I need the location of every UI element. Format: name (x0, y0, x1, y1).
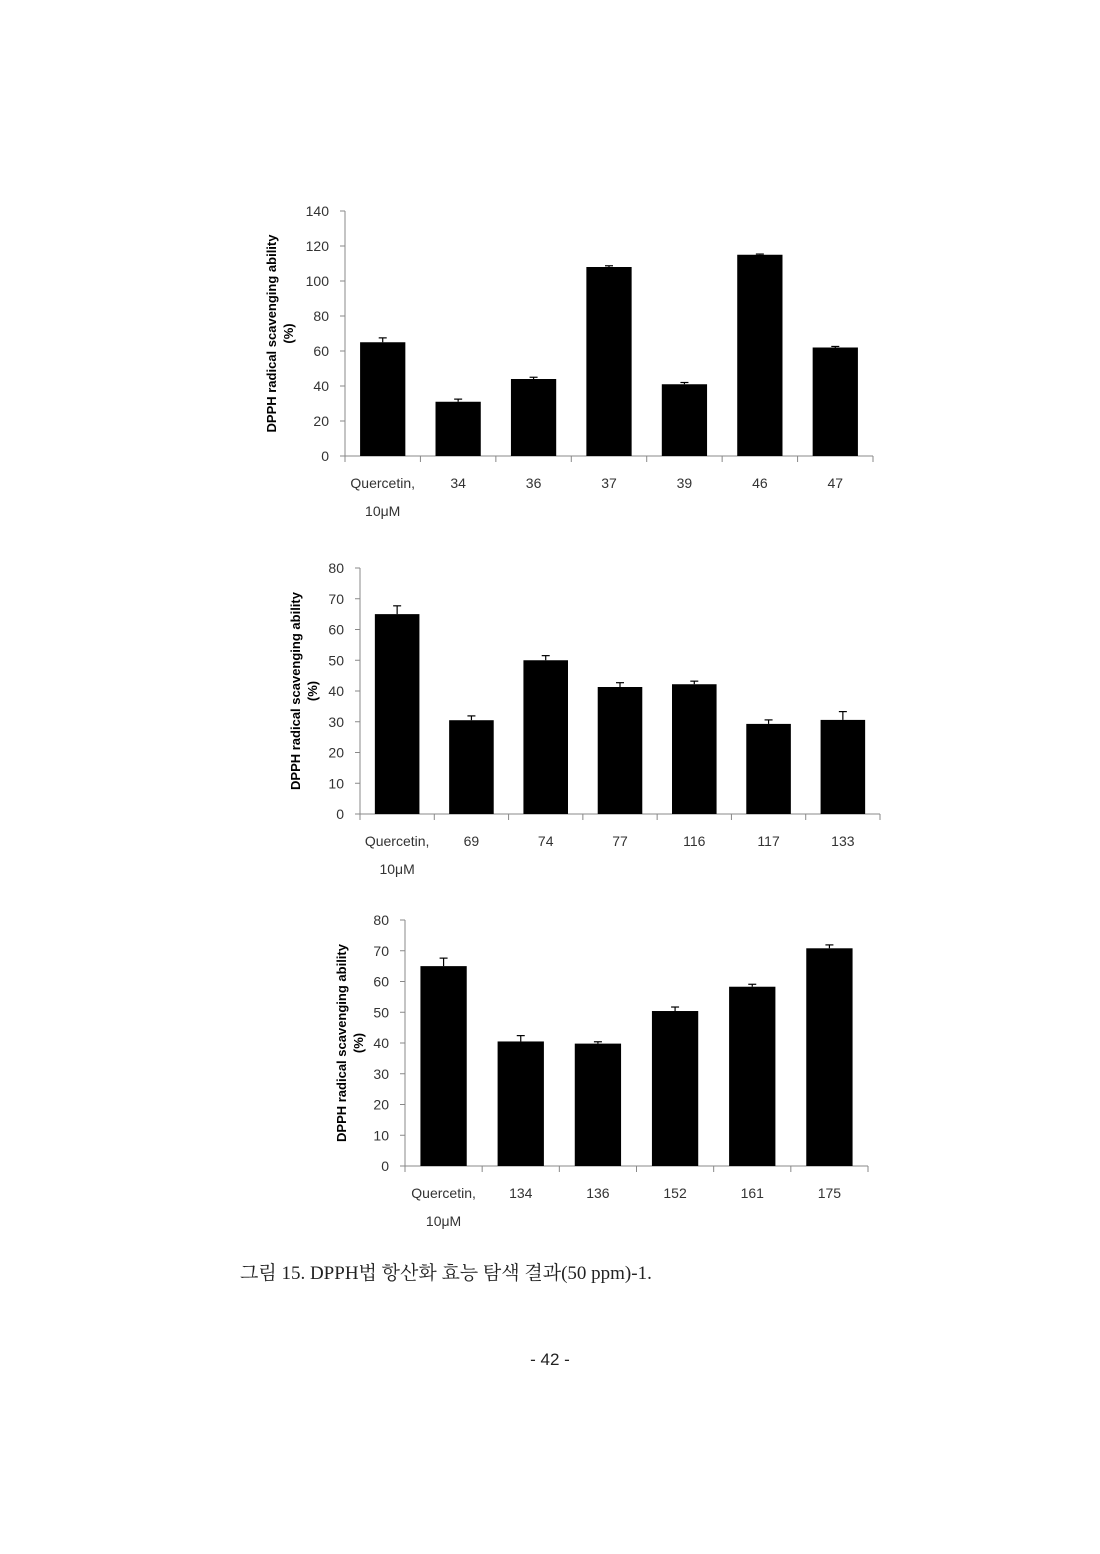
y-tick-label: 10 (328, 775, 344, 792)
page-number: - 42 - (530, 1350, 570, 1369)
x-category-label: 161 (740, 1185, 764, 1201)
y-tick-label: 80 (373, 912, 389, 928)
x-category-label: 46 (752, 475, 768, 491)
bar (737, 255, 782, 456)
y-axis-label-line: DPPH radical scavenging ability (334, 944, 349, 1142)
bar (672, 684, 717, 814)
x-category-label: 10μM (379, 861, 415, 877)
y-tick-label: 60 (328, 621, 344, 638)
y-tick-label: 40 (313, 378, 329, 394)
x-category-label: Quercetin, (411, 1185, 476, 1201)
x-category-label: Quercetin, (364, 833, 430, 849)
bar-chart-1 (0, 190, 1100, 530)
y-axis-label (264, 234, 296, 433)
x-category-label: 34 (450, 475, 466, 491)
y-axis-label (334, 943, 366, 1142)
bar (420, 966, 466, 1166)
x-category-label: 133 (831, 833, 855, 849)
y-tick-label: 10 (373, 1127, 389, 1144)
y-tick-label: 70 (373, 942, 389, 959)
bar (746, 724, 791, 814)
y-tick-label: 40 (373, 1035, 389, 1051)
y-tick-label: 50 (328, 652, 344, 669)
bar (729, 987, 775, 1166)
x-category-label: 77 (612, 833, 628, 849)
y-tick-label: 0 (381, 1158, 389, 1174)
bar (360, 342, 405, 456)
y-axis-label-line: (%) (281, 323, 296, 344)
x-category-label: 116 (683, 833, 706, 849)
y-axis-label-line: (%) (351, 1032, 366, 1054)
bar (821, 720, 866, 814)
y-tick-label: 30 (328, 713, 344, 730)
bar (662, 384, 707, 456)
bar-chart-2 (0, 548, 1100, 888)
bar (813, 348, 858, 457)
y-tick-label: 0 (336, 806, 344, 822)
y-tick-label: 20 (373, 1096, 389, 1113)
y-tick-label: 60 (373, 973, 389, 990)
x-category-label: 74 (537, 833, 554, 849)
bar (436, 402, 481, 456)
x-category-label: Quercetin, (350, 475, 416, 491)
y-tick-label: 60 (313, 343, 329, 359)
x-category-label: 47 (827, 475, 844, 491)
y-axis-label (288, 591, 320, 790)
y-tick-label: 120 (305, 238, 329, 254)
y-tick-label: 30 (373, 1065, 389, 1082)
y-tick-label: 40 (328, 683, 344, 699)
figure-caption: 그림 15. DPPH법 항산화 효능 탐색 결과(50 ppm)-1. (240, 1263, 652, 1284)
y-axis-label-line: (%) (305, 680, 320, 702)
bar (498, 1041, 544, 1166)
bar (523, 660, 568, 814)
y-tick-label: 80 (313, 308, 329, 324)
y-tick-label: 80 (328, 560, 344, 576)
bar (652, 1011, 698, 1166)
x-category-label: 117 (757, 833, 780, 849)
y-tick-label: 140 (305, 203, 329, 219)
bar (375, 614, 420, 814)
x-category-label: 134 (509, 1185, 533, 1201)
y-tick-label: 0 (321, 448, 329, 464)
y-tick-label: 20 (313, 413, 329, 429)
y-tick-label: 50 (373, 1004, 389, 1021)
x-category-label: 36 (525, 475, 542, 491)
x-category-label: 136 (586, 1185, 610, 1201)
x-category-label: 69 (463, 833, 480, 849)
x-category-label: 10μM (425, 1213, 462, 1229)
bar (586, 267, 631, 456)
x-category-label: 10μM (365, 503, 401, 519)
bar-chart-3 (0, 900, 1100, 1240)
bar (511, 379, 556, 456)
bar (449, 720, 494, 814)
bar (806, 948, 852, 1166)
x-category-label: 39 (676, 475, 693, 491)
x-category-label: 175 (817, 1185, 842, 1201)
bar (598, 687, 643, 814)
x-category-label: 152 (663, 1185, 687, 1201)
y-tick-label: 100 (305, 273, 329, 289)
x-category-label: 37 (601, 475, 617, 491)
y-axis-label-line: DPPH radical scavenging ability (288, 592, 303, 790)
y-axis-label-line: DPPH radical scavenging ability (264, 234, 279, 433)
bar (575, 1044, 621, 1166)
y-tick-label: 20 (328, 744, 344, 761)
y-tick-label: 70 (328, 590, 344, 607)
